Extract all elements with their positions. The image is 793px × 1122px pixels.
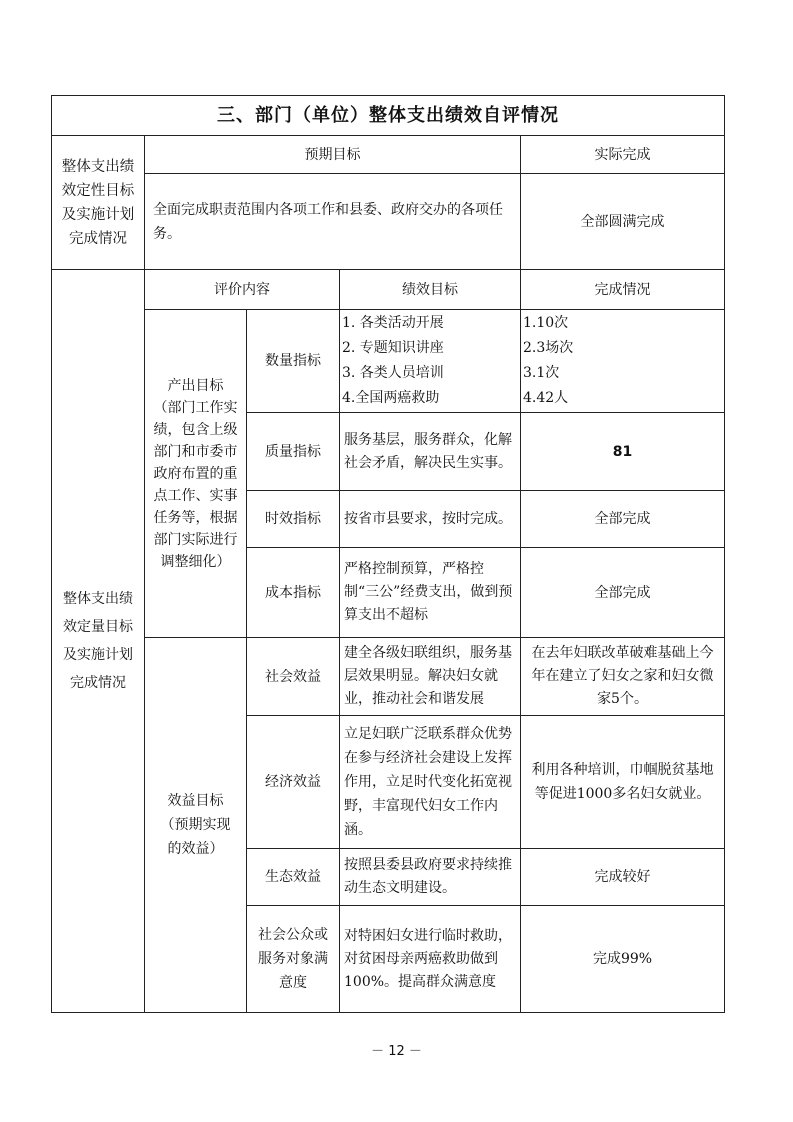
indicator-status: 在去年妇联改革破难基础上今年在建立了妇女之家和妇女微家5个。 bbox=[521, 638, 725, 716]
indicator-goal: 对特困妇女进行临时救助，对贫困母亲两癌救助做到100%。提高群众满意度 bbox=[340, 906, 521, 1013]
indicator-goal: 1. 各类活动开展 2. 专题知识讲座 3. 各类人员培训 4.全国两癌救助 bbox=[340, 310, 521, 413]
perf-goal-header: 绩效目标 bbox=[340, 270, 521, 310]
indicator-status: 全部完成 bbox=[521, 491, 725, 548]
indicator-goal: 按照县委县政府要求持续推动生态文明建设。 bbox=[340, 849, 521, 906]
indicator-goal: 立足妇联广泛联系群众优势在参与经济社会建设上发挥作用，立足时代变化拓宽视野，丰富现代妇女工作内涵。 bbox=[340, 716, 521, 849]
section-title: 三、部门（单位）整体支出绩效自评情况 bbox=[52, 96, 725, 136]
indicator-label: 经济效益 bbox=[247, 716, 340, 849]
qualitative-row-label: 整体支出绩效定性目标及实施计划完成情况 bbox=[52, 136, 145, 270]
indicator-goal: 建全各级妇联组织，服务基层效果明显。解决妇女就业，推动社会和谐发展 bbox=[340, 638, 521, 716]
benefit-goal-group: 效益目标 （预期实现的效益） bbox=[145, 638, 247, 1013]
indicator-label: 质量指标 bbox=[247, 413, 340, 491]
indicator-label: 社会公众或服务对象满意度 bbox=[247, 906, 340, 1013]
output-goal-group: 产出目标 （部门工作实绩，包含上级部门和市委市政府布置的重点工作、实事任务等，根据部门实际进行调整细化） bbox=[145, 310, 247, 638]
indicator-status: 利用各种培训，巾帼脱贫基地等促进1000多名妇女就业。 bbox=[521, 716, 725, 849]
page-number: － 12 － bbox=[371, 1044, 422, 1059]
completion-status-header: 完成情况 bbox=[521, 270, 725, 310]
expected-goal-header: 预期目标 bbox=[145, 136, 521, 174]
indicator-label: 生态效益 bbox=[247, 849, 340, 906]
indicator-status: 完成较好 bbox=[521, 849, 725, 906]
eval-content-header: 评价内容 bbox=[145, 270, 340, 310]
actual-completion-text: 全部圆满完成 bbox=[521, 174, 725, 270]
indicator-status: 完成99% bbox=[521, 906, 725, 1013]
indicator-label: 成本指标 bbox=[247, 548, 340, 638]
indicator-goal: 严格控制预算，严格控制“三公”经费支出，做到预算支出不超标 bbox=[340, 548, 521, 638]
indicator-label: 时效指标 bbox=[247, 491, 340, 548]
quantitative-row-label: 整体支出绩效定量目标及实施计划完成情况 bbox=[52, 270, 145, 1013]
indicator-label: 社会效益 bbox=[247, 638, 340, 716]
indicator-status: 全部完成 bbox=[521, 548, 725, 638]
expected-goal-text: 全面完成职责范围内各项工作和县委、政府交办的各项任务。 bbox=[145, 174, 521, 270]
indicator-label: 数量指标 bbox=[247, 310, 340, 413]
indicator-goal: 服务基层，服务群众，化解社会矛盾，解决民生实事。 bbox=[340, 413, 521, 491]
performance-table bbox=[51, 95, 725, 1013]
indicator-status: 81 bbox=[521, 413, 725, 491]
indicator-goal: 按省市县要求，按时完成。 bbox=[340, 491, 521, 548]
indicator-status: 1.10次 2.3场次 3.1次 4.42人 bbox=[521, 310, 725, 413]
actual-completion-header: 实际完成 bbox=[521, 136, 725, 174]
